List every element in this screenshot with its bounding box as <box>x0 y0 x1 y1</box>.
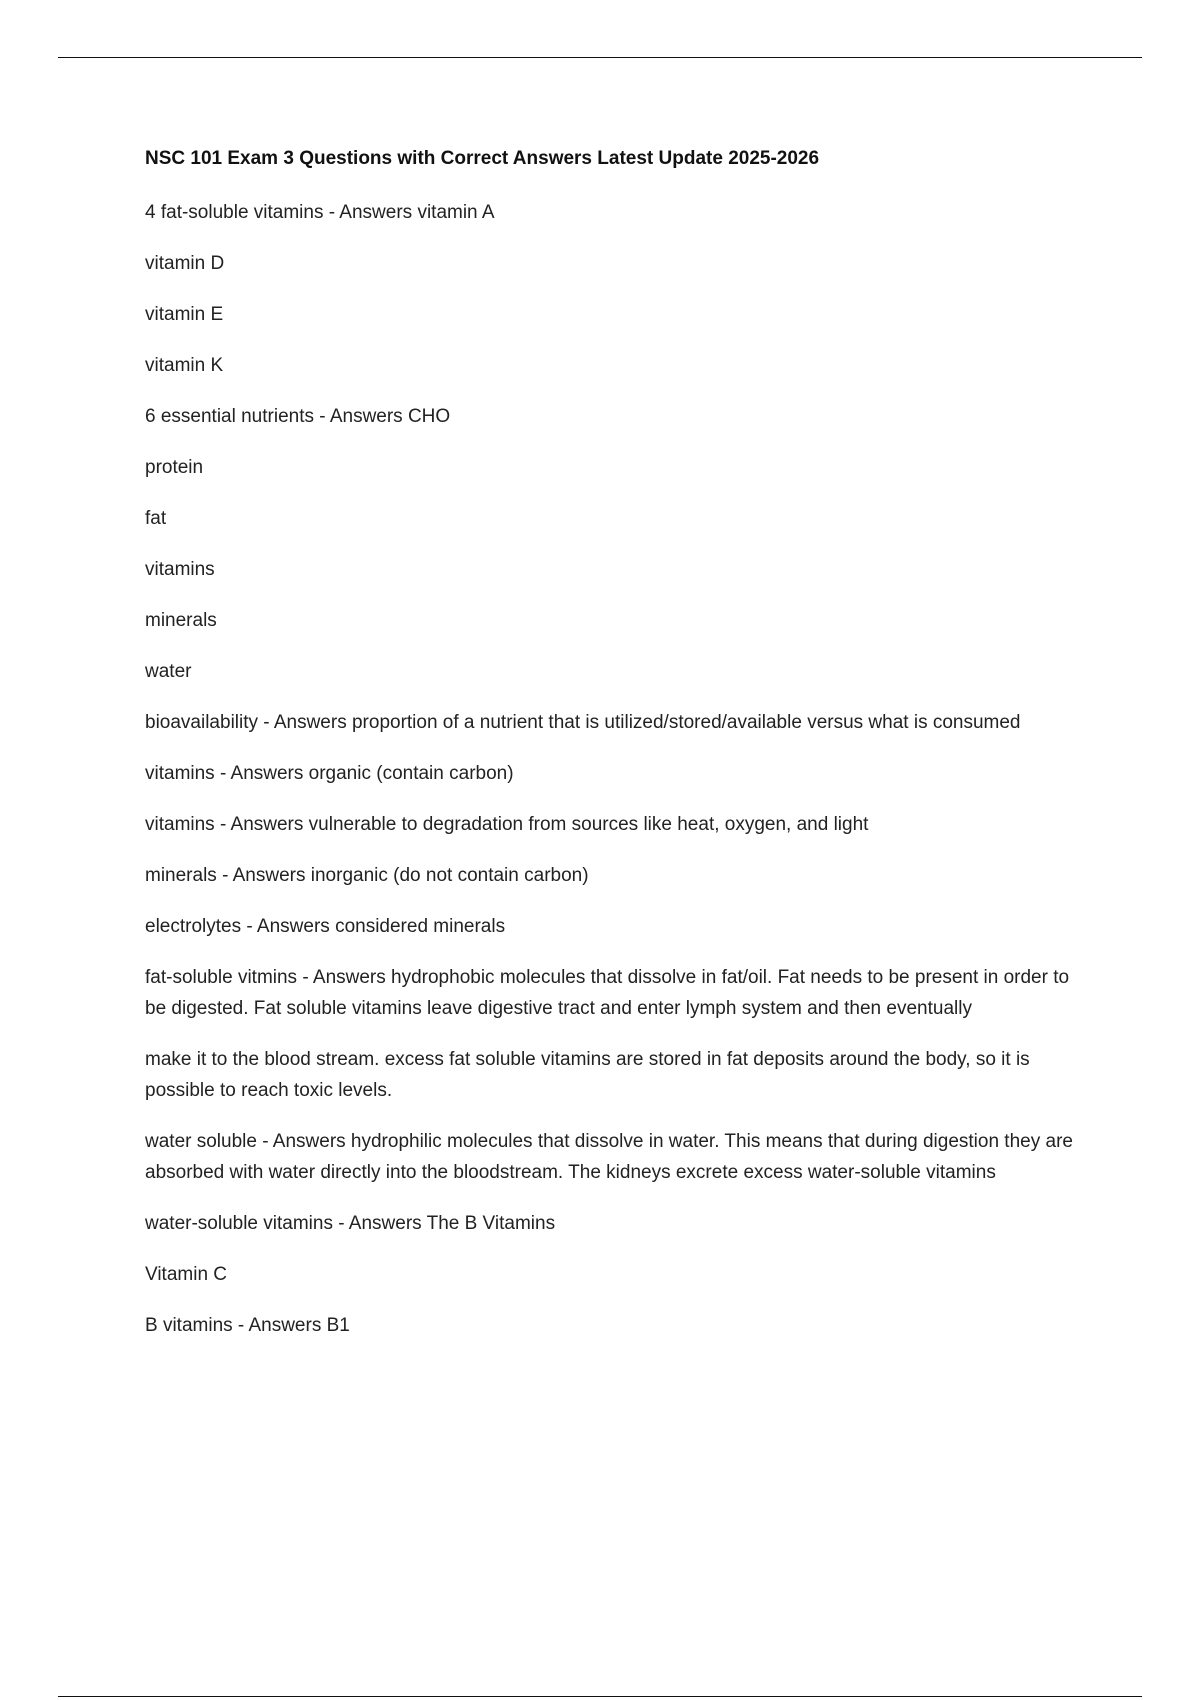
paragraph-vitamin-d: vitamin D <box>145 253 225 274</box>
paragraph-bioavailability: bioavailability - Answers proportion of a nutrient that is utilized/stored/available versus what is consumed <box>145 712 1021 733</box>
paragraph-electrolytes: electrolytes - Answers considered minerals <box>145 916 506 937</box>
paragraph-vitamin-k: vitamin K <box>145 355 224 376</box>
paragraph-fat-soluble-storage: make it to the blood stream. excess fat soluble vitamins are stored in fat deposits around the body, so it is possible to reach toxic levels. <box>145 1049 1030 1101</box>
paragraph-protein: protein <box>145 457 204 478</box>
paragraph-vitamin-c: Vitamin C <box>145 1264 228 1285</box>
paragraph-water: water <box>145 661 192 682</box>
paragraph-fat-soluble-vitamins: 4 fat-soluble vitamins - Answers vitamin A <box>145 202 495 223</box>
header-rule <box>58 57 1142 58</box>
document-title: NSC 101 Exam 3 Questions with Correct Answers Latest Update 2025-2026 <box>145 148 820 169</box>
footer-rule <box>58 1696 1142 1697</box>
paragraph-water-soluble-definition: water soluble - Answers hydrophilic molecules that dissolve in water. This means that during digestion they are absorbed with water directly into the bloodstream. The kidneys excrete excess water-soluble vitamins <box>145 1131 1073 1183</box>
document-body <box>145 144 1085 1361</box>
paragraph-vitamins-organic: vitamins - Answers organic (contain carbon) <box>145 763 514 784</box>
paragraph-b-vitamins: B vitamins - Answers B1 <box>145 1315 350 1336</box>
paragraph-minerals-inorganic: minerals - Answers inorganic (do not contain carbon) <box>145 865 589 886</box>
paragraph-fat-soluble-definition: fat-soluble vitmins - Answers hydrophobic molecules that dissolve in fat/oil. Fat needs to be present in order to be digested. Fat soluble vitamins leave digestive tract and enter lymph system and then eventually <box>145 967 1070 1019</box>
paragraph-vitamin-e: vitamin E <box>145 304 224 325</box>
paragraph-essential-nutrients: 6 essential nutrients - Answers CHO <box>145 406 451 427</box>
paragraph-minerals: minerals <box>145 610 217 631</box>
paragraph-vitamins-vulnerable: vitamins - Answers vulnerable to degradation from sources like heat, oxygen, and light <box>145 814 869 835</box>
paragraph-vitamins: vitamins <box>145 559 215 580</box>
paragraph-fat: fat <box>145 508 167 529</box>
paragraph-water-soluble-vitamins: water-soluble vitamins - Answers The B Vitamins <box>145 1213 556 1234</box>
